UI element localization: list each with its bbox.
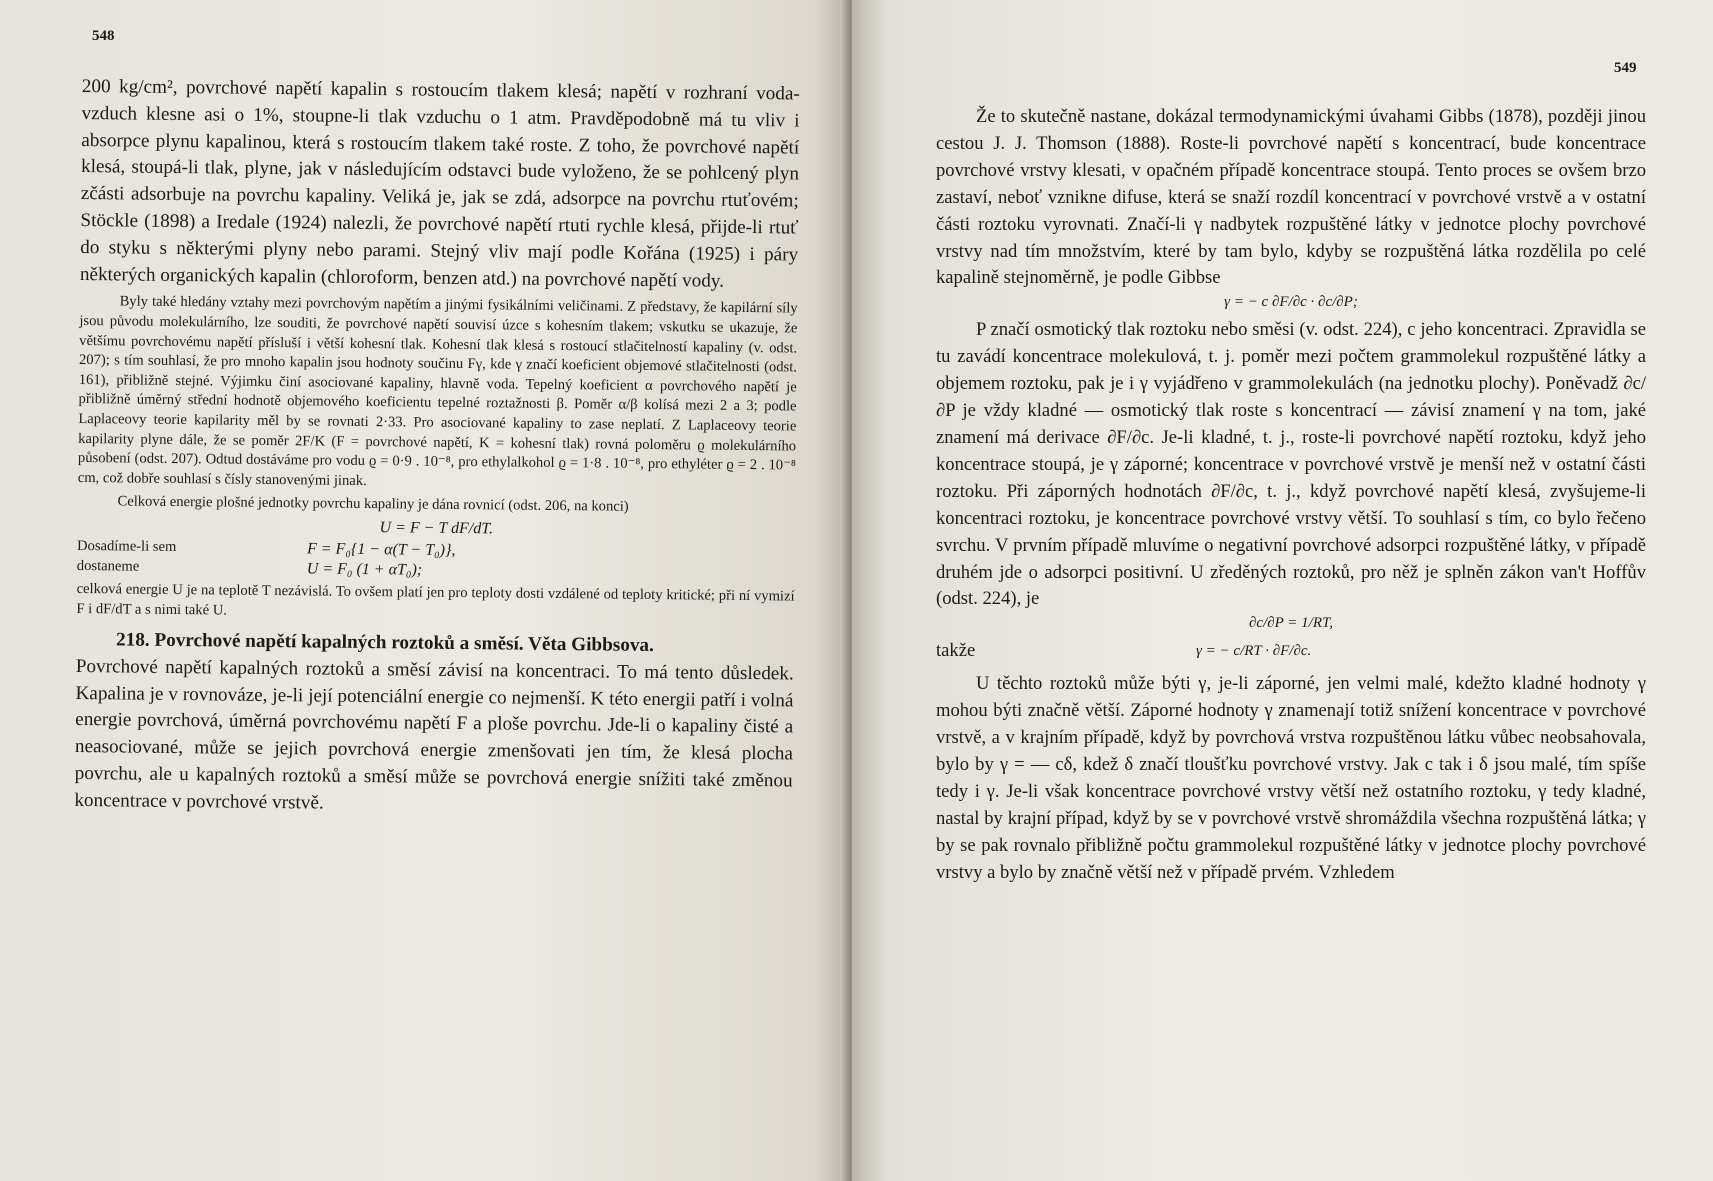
page-number-right: 549 [1614, 60, 1637, 76]
label-dostaneme: dostaneme [76, 558, 140, 576]
formula-u-result: U = F₀ (1 + αT₀); [306, 560, 423, 579]
right-paragraph-1: Že to skutečně nastane, dokázal termodynamickými úvahami Gibbs (1878), později jinou cestou J. J. Thomson (1888). Roste-li povrchové napětí s koncentrací, bude koncentrace povrchové vrstvy klesati, v opačném případě koncentrace stoupá. Tento proces se ovšem brzo zastaví, neboť vznikne difuse, která se snaží rozdíl koncentrací v povrchové vrstvě a v ostatní části roztoku vyrovnati. Značí-li γ nadbytek rozpuštěné látky v jednotce plochy povrchové vrstvy nad tím množstvím, které by tam bylo, kdyby se rozpuštěná látka rozdělila po celé kapalině stejnoměrně, je podle Gibbse [936, 106, 1646, 289]
page-number-left: 548 [92, 28, 115, 44]
formula-energy-u: U = F − T dF/dT. [379, 519, 494, 538]
left-page [0, 0, 848, 1181]
right-text-column [936, 104, 1646, 886]
formula-row-takze [936, 638, 1646, 665]
label-takze: takže [936, 640, 976, 662]
section-heading-218: 218. Povrchové napětí kapalných roztoků a směsí. Věta Gibbsova. [115, 629, 654, 657]
formula-f: F = F₀{1 − α(T − T₀)}, [306, 540, 456, 559]
formula-gamma-dilute: γ = − c/RT · ∂F/∂c. [1196, 643, 1312, 660]
left-paragraph-4: celková energie U je na teplotě T nezávislá. To ovšem platí jen pro teploty dosti vzdálené od teploty kritické; při ní vymizí F i dF/dT a s nimi také U. [76, 580, 795, 619]
label-dosadime: Dosadíme-li sem [76, 538, 177, 556]
right-page [852, 0, 1713, 1181]
formula-dc-dp: ∂c/∂P = 1/RT, [1249, 615, 1333, 632]
left-paragraph-5: Povrchové napětí kapalných roztoků a směsí závisí na koncentraci. To má tento důsledek. Kapalina je v rovnováze, je-li její potenciální energie co nejmenší. K této energii patří i volná energie povrchová, úměrná povrchovému napětí F a ploše povrchu. Jde-li o kapaliny čisté a neasociované, může se jejich povrchová energie zmenšovati jen tím, že klesá plocha povrchu, ale u kapalných roztoků a směsí může se povrchová energie snížiti také změnou koncentrace v povrchové vrstvě. [74, 655, 794, 814]
right-paragraph-3: U těchto roztoků může býti γ, je-li záporné, jen velmi malé, kdežto kladné hodnoty γ mohou býti značně větší. Záporné hodnoty γ znamenají totiž snížení koncentrace v povrchové vrstvě, a v krajním případě, když by povrchová vrstva rozpuštěnou látku vůbec neobsahovala, bylo by γ = — cδ, kdež δ značí tloušťku povrchové vrstvy. Jak c tak i δ jsou malé, tím spíše tedy i γ. Je-li však koncentrace povrchové vrstvy větší než ostatního roztoku, γ tedy kladné, nastal by krajní případ, když by se v povrchové vrstvě shromáždila všechna rozpuštěná látka; γ by se pak rovnalo přibližně počtu grammolekul rozpuštěné látky v jednotce plochy povrchové vrstvy a bylo by značně větší než v případě prvém. Vzhledem [936, 673, 1646, 883]
right-paragraph-2: P značí osmotický tlak roztoku nebo směsi (v. odst. 224), c jeho koncentraci. Zpravidla se tu zavádí koncentrace molekulová, t. j. poměr mezi počtem grammolekul rozpuštěné látky a objemem roztoku, pak je i γ vyjádřeno v grammolekulách (na jednotku plochy). Poněvadž ∂c/∂P je vždy kladné — osmotický tlak roste s koncentrací — závisí znamení γ na tom, jaké znamení má derivace ∂F/∂c. Je-li kladné, t. j., roste-li povrchové napětí roztoku, když jeho koncentrace stoupá, je γ záporné; koncentrace v povrchové vrstvě je menší než v ostatní části roztoku. Při záporných hodnotách ∂F/∂c, t. j., když povrchové napětí klesá, zvyšujeme-li koncentraci roztoku, je koncentrace povrchové vrstvy větší. To souhlasí s tím, co bylo řečeno svrchu. V prvním případě mluvíme o negativní povrchové adsorpci rozpuštěné látky, v případě druhém jde o adsorpci positivní. U zředěných roztoků, pro něž je splněn zákon van't Hoffův (odst. 224), je [936, 319, 1646, 610]
formula-gibbs: γ = − c ∂F/∂c · ∂c/∂P; [1224, 294, 1358, 311]
left-paragraph-2: Byly také hledány vztahy mezi povrchovým napětím a jinými fysikálními veličinami. Z představy, že kapilární síly jsou původu molekulárního, lze souditi, že povrchové napětí souvisí úzce s kohesním tlakem; vskutku se ukazuje, že většímu povrchovému napětí přísluší i větší kohesní tlak. Kohesní tlak klesá s rostoucí stlačitelností kapaliny (v. odst. 207); s tím souhlasí, že pro mnoho kapalin jsou hodnoty součinu Fγ, kde γ značí koeficient objemové stlačitelnosti (odst. 161), přibližně stejné. Výjimku činí asociované kapaliny, hlavně voda. Tepelný koeficient α povrchového napětí je přibližně úměrný střední hodnotě objemového koeficientu tepelné roztažnosti β. Poměr α/β kolísá mezi 2 a 3; podle Laplaceovy teorie kapilarity měl by se rovnati 2·33. Pro asociované kapaliny to zase neplatí. Z Laplaceovy teorie kapilarity plyne dále, že se poměr 2F/K (F = povrchové napětí, K = kohesní tlak) rovná poloměru ϱ molekulárního působení (odst. 207). Odtud dostáváme pro vodu ϱ = 0·9 . 10⁻⁸, pro ethylalkohol ϱ = 1·8 . 10⁻⁸, pro ethyléter ϱ = 2 . 10⁻⁸ cm, což dobře souhlasí s čísly stanovenými jinak. [77, 293, 798, 489]
left-paragraph-3: Celková energie plošné jednotky povrchu kapaliny je dána rovnicí (odst. 206, na konci) [117, 493, 629, 516]
left-text-column [74, 74, 800, 822]
left-paragraph-1: 200 kg/cm², povrchové napětí kapalin s rostoucím tlakem klesá; napětí v rozhraní voda-vzduch klesne asi o 1%, stoupne-li tlak vzduchu o 1 atm. Pravděpodobně má tu vliv i absorpce plynu kapalinou, která s rostoucím tlakem také roste. Z toho, že povrchové napětí klesá, stoupá-li tlak, plyne, jak v následujícím odstavci bude vyloženo, že se pohlcený plyn zčásti adsorbuje na povrchu kapaliny. Veliká je, jak se zdá, adsorpce na povrchu rtuťovém; Stöckle (1898) a Iredale (1924) nalezli, že povrchové napětí rtuti rychle klesá, přijde-li rtuť do styku s některými plyny nebo parami. Stejný vliv mají podle Kořána (1925) i páry některých organických kapalin (chloroform, benzen atd.) na povrchové napětí vody. [79, 75, 800, 292]
